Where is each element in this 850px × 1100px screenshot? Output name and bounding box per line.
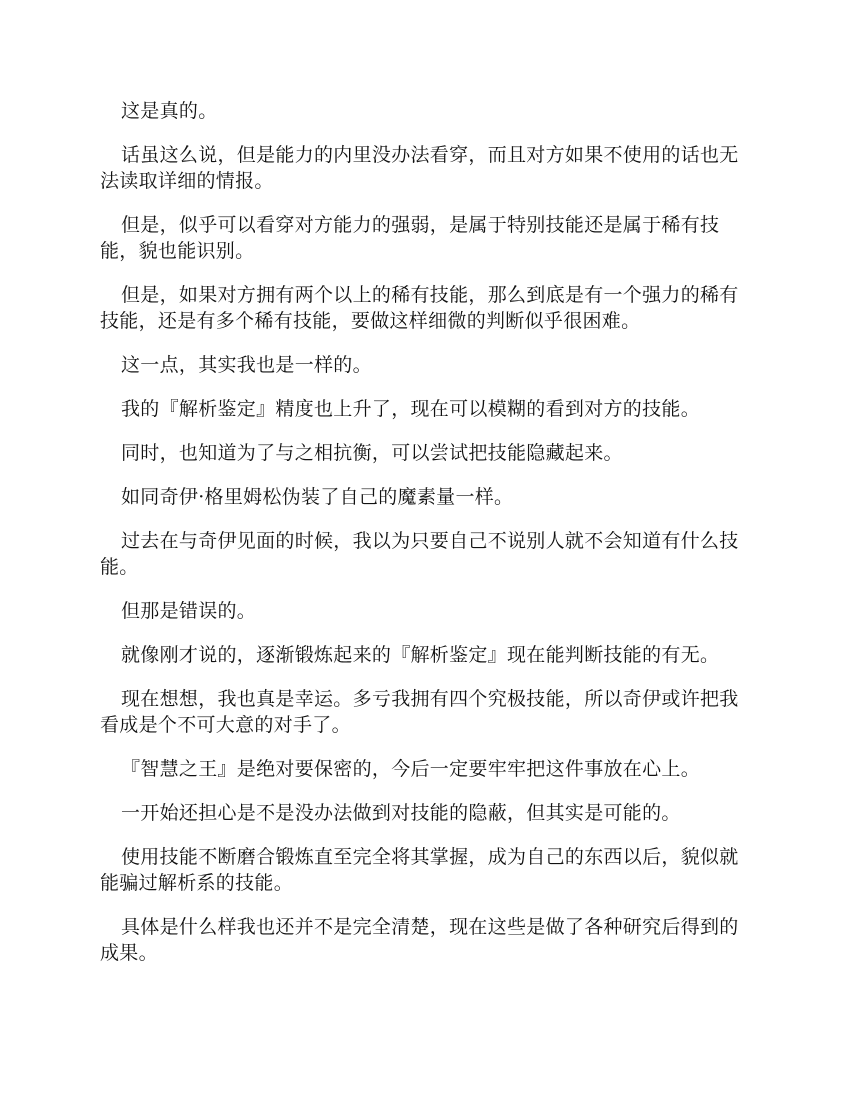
paragraph: 话虽这么说，但是能力的内里没办法看穿，而且对方如果不使用的话也无法读取详细的情报。 bbox=[100, 144, 739, 192]
paragraph: 如同奇伊·格里姆松伪装了自己的魔素量一样。 bbox=[121, 486, 514, 508]
paragraph: 现在想想，我也真是幸运。多亏我拥有四个究极技能，所以奇伊或许把我看成是个不可大意的对手了。 bbox=[100, 688, 739, 736]
paragraph: 我的『解析鉴定』精度也上升了，现在可以模糊的看到对方的技能。 bbox=[121, 398, 701, 420]
paragraph: 『智慧之王』是绝对要保密的，今后一定要牢牢把这件事放在心上。 bbox=[121, 758, 701, 780]
paragraph: 就像刚才说的，逐渐锻炼起来的『解析鉴定』现在能判断技能的有无。 bbox=[121, 644, 720, 666]
paragraph: 但那是错误的。 bbox=[121, 600, 257, 622]
paragraph: 过去在与奇伊见面的时候，我以为只要自己不说别人就不会知道有什么技能。 bbox=[100, 530, 739, 578]
paragraph: 但是，似乎可以看穿对方能力的强弱，是属于特别技能还是属于稀有技能，貌也能识别。 bbox=[100, 214, 720, 262]
paragraph: 这一点，其实我也是一样的。 bbox=[121, 354, 372, 376]
paragraph: 一开始还担心是不是没办法做到对技能的隐蔽，但其实是可能的。 bbox=[121, 802, 681, 824]
paragraph: 但是，如果对方拥有两个以上的稀有技能，那么到底是有一个强力的稀有技能，还是有多个稀有技能，要做这样细微的判断似乎很困难。 bbox=[100, 284, 739, 332]
text-body bbox=[100, 98, 750, 984]
paragraph: 具体是什么样我也还并不是完全清楚，现在这些是做了各种研究后得到的成果。 bbox=[100, 916, 739, 964]
paragraph: 这是真的。 bbox=[121, 100, 218, 122]
paragraph: 同时，也知道为了与之相抗衡，可以尝试把技能隐藏起来。 bbox=[121, 442, 623, 464]
paragraph: 使用技能不断磨合锻炼直至完全将其掌握，成为自己的东西以后，貌似就能骗过解析系的技能。 bbox=[100, 846, 739, 894]
